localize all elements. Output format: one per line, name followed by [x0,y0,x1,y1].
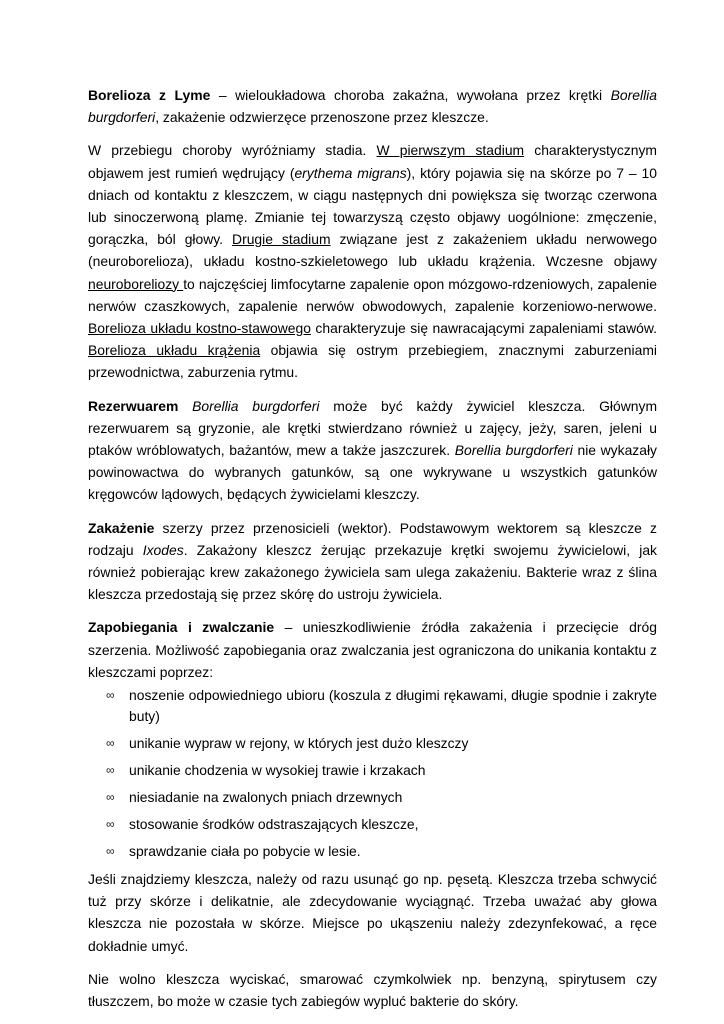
text-fragment: nie wykazały powinowactwa do wybranych gatunków, są one wykrywane u wszystkich gatunków kręgowców lądowych, będących żywicielami kleszczy. [88,442,658,503]
list-item-text: unikanie chodzenia w wysokiej trawie i krzakach [129,762,426,779]
list-item [88,841,657,862]
list-item-text: niesiadanie na zwalonych pniach drzewnych [129,789,403,806]
list-item-text: sprawdzanie ciała po pobycie w lesie. [129,843,361,860]
list-item [88,685,657,727]
text-fragment: może być każdy żywiciel kleszcza. Głównym rezerwuarem są gryzonie, ale krętki stwierdzano również u zajęcy, jeży, saren, jeleni u ptaków wróblowatych, bażantów, mew a także jaszczurek. [88,397,658,459]
term-zakazenie: Zakażenie [88,519,155,536]
text-fragment: objawia się ostrym przebiegiem, znacznymi zaburzeniami przewodnictwa, zaburzenia rytmu. [88,342,657,381]
infinity-bullet-icon: ∞ [106,763,115,778]
infinity-bullet-icon: ∞ [106,790,115,805]
paragraph-reservoir [88,395,657,506]
infinity-bullet-icon: ∞ [106,688,115,703]
list-item [88,814,657,835]
text-fragment: W przebiegu choroby wyróżniamy stadia. [88,142,377,159]
text-fragment: Jeśli znajdziemy kleszcza, należy od razu usunąć go np. pęsetą. Kleszcza trzeba schwycić tuż przy skórze i delikatnie, ale zdecydowanie wyciągnąć. Trzeba uważać aby głowa kleszcza nie pozostała w skórze. Miejsce po ukąszeniu należy zdezynfekować, a ręce dokładnie umyć. [88,871,657,954]
text-fragment: , zakażenie odzwierzęce przenoszone przez kleszcze. [155,109,489,126]
text-fragment: charakteryzuje się nawracającymi zapaleniami stawów. [310,320,657,337]
paragraph-warning [88,968,657,1012]
underlined-neuroborelioza: neuroboreliozy [88,275,184,292]
infinity-bullet-icon: ∞ [106,736,115,751]
list-item [88,733,657,754]
text-fragment: – unieszkodliwienie źródła zakażenia i przecięcie dróg szerzenia. Możliwość zapobiegania oraz zwalczania jest ograniczona do unikania kontaktu z kleszczami poprzez: [88,619,657,680]
text-fragment: – wieloukładowa choroba zakaźna, wywołana przez krętki [210,87,611,103]
paragraph-infection [88,517,657,606]
text-fragment: Nie wolno kleszcza wyciskać, smarować czymkolwiek np. benzyną, spirytusem czy tłuszczem, bo może w czasie tych zabiegów wypluć bakterie do skóry. [88,970,657,1010]
document-body [88,84,657,1023]
text-fragment: charakterystycznym objawem jest rumień wędrujący ( [88,142,657,181]
paragraph-tick-removal [88,868,657,957]
list-item-text: unikanie wypraw w rejony, w których jest dużo kleszczy [129,735,469,752]
infinity-bullet-icon: ∞ [106,844,115,859]
list-item [88,760,657,781]
species-name: Borellia burgdorferi [88,87,657,126]
infinity-bullet-icon: ∞ [106,817,115,832]
genus-name: Ixodes [142,541,184,558]
prevention-list [88,685,657,862]
text-fragment [178,398,192,414]
paragraph-prevention [88,616,657,683]
list-item [88,787,657,808]
term-rezerwuarem: Rezerwuarem [88,397,179,414]
latin-term: erythema migrans [294,164,407,181]
species-name: Borellia burgdorferi [192,397,320,414]
term-zapobiegania: Zapobiegania i zwalczanie [88,619,275,636]
underlined-first-stage: W pierwszym stadium [376,142,525,159]
text-fragment: szerzy przez przenosicieli (wektor). Podstawowym wektorem są kleszcze z rodzaju [88,519,657,558]
term-borelioza-z-lyme: Borelioza z Lyme [88,87,211,103]
underlined-second-stage: Drugie stadium [232,231,331,248]
text-fragment: . Zakażony kleszcz żerując przekazuje krętki swojemu żywicielowi, jak również pobierając krew zakażonego żywiciela sam ulega zakażeniu. Bakterie wraz z ślina kleszcza przedostają się przez skórę do ustroju żywiciela. [88,541,657,603]
paragraph-stages [88,139,657,383]
text-fragment: związane jest z zakażeniem układu nerwowego (neuroborelioza), układu kostno-szkieletowego lub układu krążenia. Wczesne objawy [88,231,657,270]
underlined-circulatory: Borelioza układu krążenia [88,342,261,359]
list-item-text: stosowanie środków odstraszających kleszcze, [129,816,419,833]
underlined-osteoarticular: Borelioza układu kostno-stawowego [88,320,311,337]
list-item-text: noszenie odpowiedniego ubioru (koszula z długimi rękawami, długie spodnie i zakryte buty) [129,687,657,725]
species-name: Borellia burgdorferi [454,442,573,459]
paragraph-definition [88,84,657,128]
text-fragment: to najczęściej limfocytarne zapalenie opon mózgowo-rdzeniowych, zapalenie nerwów czaszkowych, zapalenie nerwów obwodowych, zapalenie korzeniowo-nerwowe. [88,275,657,314]
text-fragment: ), który pojawia się na skórze po 7 – 10 dniach od kontaktu z kleszczem, w ciągu następnych dni powiększa się tworząc czerwona lub sinoczerwoną plamę. Zmianie tej towarzyszą często objawy uogólnione: zmęczenie, gorączka, ból głowy. [88,164,657,248]
